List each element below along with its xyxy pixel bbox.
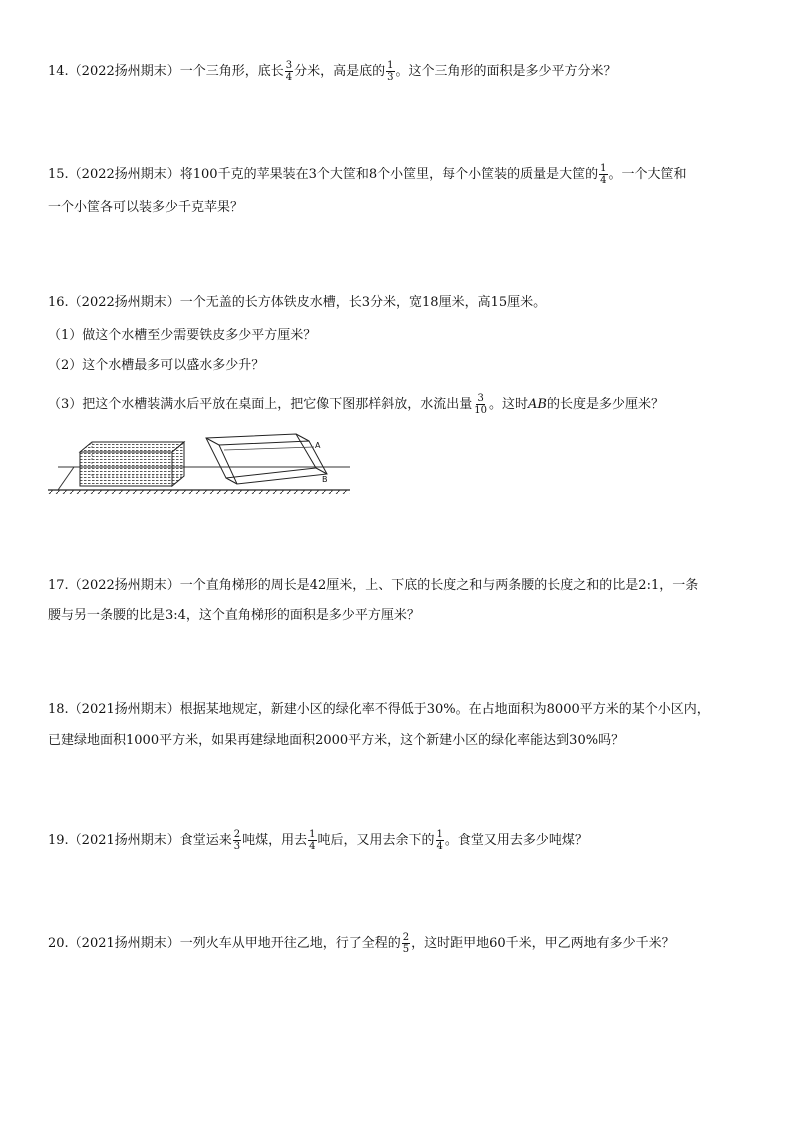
q19-text-b: 吨煤，用去 [242, 833, 308, 848]
q19-fraction-3: $\frac{1}{4}$ [436, 829, 443, 852]
q15-text-b: 。一个大筐和 [608, 167, 687, 182]
tank-tilted [206, 434, 328, 484]
question-15-line-2: 一个小筐各可以装多少千克苹果？ [48, 200, 244, 215]
water-tank-figure [44, 428, 364, 494]
q14-fraction-2: $\frac{1}{3}$ [387, 60, 394, 83]
q19-text-d: 。食堂又用去多少吨煤？ [444, 833, 588, 848]
question-18-line-1: 18.（2021扬州期末）根据某地规定，新建小区的绿化率不得低于30%。在占地面积为8000平方米的某个小区内， [48, 702, 710, 717]
q14-text-c: 。这个三角形的面积是多少平方分米？ [395, 64, 617, 79]
ground-hatching [48, 490, 350, 494]
q16-p3-text-b: 。这时 [489, 397, 529, 412]
q19-text-a: 19.（2021扬州期末）食堂运来 [48, 833, 232, 848]
q16-p3-text-a: （3）把这个水槽装满水后平放在桌面上，把它像下图那样斜放，水流出量 [48, 397, 473, 412]
q16-segment-ab: AB [528, 397, 547, 412]
q14-text-b: 分米，高是底的 [294, 64, 386, 79]
water-level-line [224, 447, 314, 450]
support-edge [58, 467, 74, 490]
label-b: B [322, 475, 328, 484]
label-a: A [315, 441, 321, 450]
question-16-part-3 [48, 393, 664, 416]
q20-fraction-1: $\frac{2}{5}$ [402, 932, 410, 955]
question-14 [48, 60, 617, 83]
q15-fraction-1: $\frac{1}{4}$ [600, 163, 607, 186]
question-16-stem: 16.（2022扬州期末）一个无盖的长方体铁皮水槽，长3分米，宽18厘米，高15厘米。 [48, 295, 547, 310]
question-20 [48, 932, 675, 955]
tank-flat [80, 442, 184, 486]
q16-p3-text-c: 的长度是多少厘米？ [546, 397, 664, 412]
question-15-line-1 [48, 163, 687, 186]
question-17-line-2: 腰与另一条腰的比是3:4，这个直角梯形的面积是多少平方厘米？ [48, 608, 420, 623]
q19-fraction-2: $\frac{1}{4}$ [309, 829, 316, 852]
q14-text-a: 14.（2022扬州期末）一个三角形，底长 [48, 64, 284, 79]
question-18-line-2: 已建绿地面积1000平方米，如果再建绿地面积2000平方米，这个新建小区的绿化率能达到30%吗？ [48, 733, 625, 748]
question-16-part-2: （2）这个水槽最多可以盛水多少升？ [48, 358, 265, 373]
q20-text-b: ，这时距甲地60千米，甲乙两地有多少千米？ [411, 936, 675, 951]
question-17-line-1: 17.（2022扬州期末）一个直角梯形的周长是42厘米，上、下底的长度之和与两条腰的长度之和的比是2:1，一条 [48, 578, 699, 593]
question-19 [48, 829, 588, 852]
q14-fraction-1: $\frac{3}{4}$ [285, 60, 293, 83]
q16-fraction-1: $\frac{3}{10}$ [474, 393, 488, 416]
q20-text-a: 20.（2021扬州期末）一列火车从甲地开往乙地，行了全程的 [48, 936, 401, 951]
q19-fraction-1: $\frac{2}{3}$ [233, 829, 241, 852]
q15-text-a: 15.（2022扬州期末）将100千克的苹果装在3个大筐和8个小筐里，每个小筐装的质量是大筐的 [48, 167, 599, 182]
q19-text-c: 吨后，又用去余下的 [317, 833, 435, 848]
question-16-part-1: （1）做这个水槽至少需要铁皮多少平方厘米？ [48, 328, 317, 343]
